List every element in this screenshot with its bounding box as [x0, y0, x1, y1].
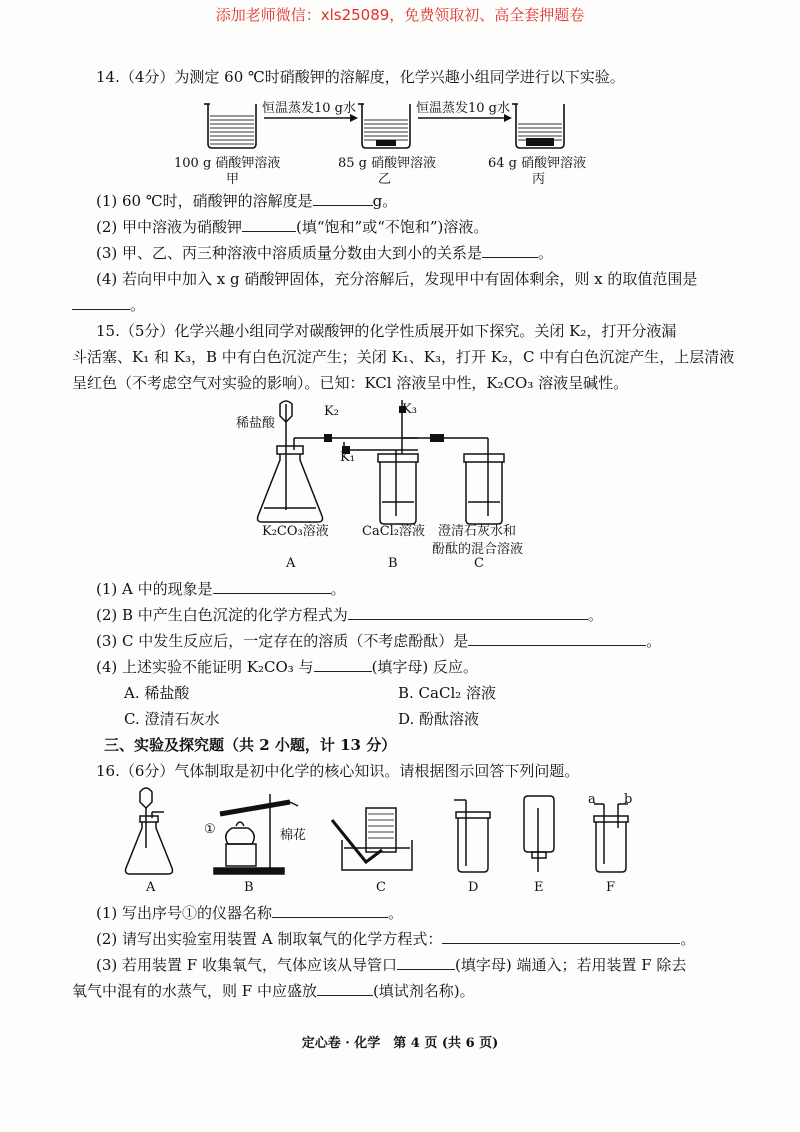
- q15-stem-1: 15.（5分）化学兴趣小组同学对碳酸钾的化学性质展开如下探究。关闭 K₂，打开分液漏: [96, 322, 677, 340]
- q14-stem: 14.（4分）为测定 60 ℃时硝酸钾的溶解度，化学兴趣小组同学进行以下实验。: [96, 68, 625, 86]
- beaker-yi-name: 乙: [378, 172, 392, 187]
- q16-stem: 16.（6分）气体制取是初中化学的核心知识。请根据图示回答下列问题。: [96, 762, 580, 780]
- beaker-yi-label: 85 g 硝酸钾溶液: [338, 156, 437, 171]
- label-cotton: 棉花: [280, 828, 307, 843]
- label-k1: K₁: [340, 450, 355, 465]
- device-name-b: B: [244, 880, 254, 895]
- q14-sub3: (3) 甲、乙、丙三种溶液中溶质质量分数由大到小的关系是 。: [96, 244, 554, 262]
- device-c: [332, 808, 412, 870]
- q15-option-d[interactable]: D. 酚酞溶液: [398, 710, 480, 728]
- q16-sub3-cont: 氧气中混有的水蒸气，则 F 中应盛放 (填试剂名称)。: [72, 982, 475, 1000]
- device-e: [524, 796, 554, 872]
- answer-blank[interactable]: [317, 981, 373, 996]
- label-tube-a: a: [588, 792, 596, 807]
- q15-option-a[interactable]: A. 稀盐酸: [124, 684, 190, 702]
- beaker-jia-name: 甲: [226, 172, 240, 187]
- label-b-solution: CaCl₂溶液: [362, 524, 426, 539]
- q15-sub1: (1) A 中的现象是 。: [96, 580, 346, 598]
- arrow-1-label: 恒温蒸发10 g水: [262, 101, 356, 116]
- label-circle-one: ①: [204, 822, 216, 837]
- answer-blank[interactable]: [314, 657, 372, 672]
- answer-blank[interactable]: [482, 243, 538, 258]
- answer-blank[interactable]: [468, 631, 646, 646]
- q14-sub1: (1) 60 ℃时，硝酸钾的溶解度是 g。: [96, 192, 398, 210]
- device-name-f: F: [606, 880, 616, 895]
- q15-stem-2: 斗活塞、K₁ 和 K₃，B 中有白色沉淀产生；关闭 K₁、K₃，打开 K₂，C 中有白色沉淀产生，上层清液: [72, 348, 735, 366]
- answer-blank[interactable]: [313, 191, 373, 206]
- valve-k2: [324, 434, 332, 442]
- page-footer: 定心卷 · 化学 第 4 页 (共 6 页): [301, 1036, 499, 1051]
- label-b: B: [388, 556, 398, 571]
- label-c-solution-2: 酚酞的混合溶液: [432, 542, 524, 557]
- beaker-yi: [358, 104, 410, 148]
- answer-blank[interactable]: [442, 929, 680, 944]
- q16-sub3: (3) 若用装置 F 收集氧气，气体应该从导管口 (填字母) 端通入；若用装置 F 除去: [96, 956, 687, 974]
- device-name-c: C: [376, 880, 386, 895]
- beaker-bing-label: 64 g 硝酸钾溶液: [488, 156, 587, 171]
- label-c: C: [474, 556, 484, 571]
- beaker-jia-label: 100 g 硝酸钾溶液: [174, 156, 281, 171]
- q15-stem-3: 呈红色（不考虑空气对实验的影响）。已知：KCl 溶液呈中性，K₂CO₃ 溶液呈碱性。: [72, 374, 629, 392]
- label-a-solution: K₂CO₃溶液: [262, 524, 329, 539]
- answer-blank[interactable]: [213, 579, 331, 594]
- device-name-a: A: [146, 880, 156, 895]
- q15-sub4: (4) 上述实验不能证明 K₂CO₃ 与 (填字母) 反应。: [96, 658, 479, 676]
- q16-apparatus-diagram: [120, 784, 640, 880]
- beaker-bing: [512, 104, 564, 148]
- label-tube-b: b: [624, 792, 633, 807]
- arrow-2-label: 恒温蒸发10 g水: [416, 101, 510, 116]
- q14-sub4: (4) 若向甲中加入 x g 硝酸钾固体，充分溶解后，发现甲中有固体剩余，则 x 的取值范围是: [96, 270, 698, 288]
- q15-option-c[interactable]: C. 澄清石灰水: [124, 710, 220, 728]
- q15-sub3: (3) C 中发生反应后，一定存在的溶质（不考虑酚酞）是 。: [96, 632, 662, 650]
- label-c-solution-1: 澄清石灰水和: [438, 524, 517, 539]
- q14-sub2: (2) 甲中溶液为硝酸钾 (填“饱和”或“不饱和”)溶液。: [96, 218, 489, 236]
- label-dilute-hcl: 稀盐酸: [236, 416, 276, 431]
- q15-apparatus-diagram: [250, 398, 550, 538]
- promo-banner: 添加老师微信：xls25089，免费领取初、高全套押题卷: [215, 6, 585, 24]
- q15-sub2: (2) B 中产生白色沉淀的化学方程式为 。: [96, 606, 603, 624]
- device-a: [126, 788, 173, 874]
- label-k3: K₃: [402, 402, 417, 417]
- device-f: [594, 804, 628, 872]
- q16-sub2: (2) 请写出实验室用装置 A 制取氧气的化学方程式： 。: [96, 930, 696, 948]
- answer-blank[interactable]: [242, 217, 296, 232]
- device-d: [454, 800, 490, 872]
- device-name-d: D: [468, 880, 479, 895]
- answer-blank[interactable]: [272, 903, 388, 918]
- label-a: A: [286, 556, 296, 571]
- section-3-heading: 三、实验及探究题（共 2 小题，计 13 分）: [104, 736, 397, 754]
- q14-sub4-blank: 。: [72, 294, 730, 316]
- device-name-e: E: [534, 880, 544, 895]
- answer-blank[interactable]: [72, 295, 130, 310]
- q15-option-b[interactable]: B. CaCl₂ 溶液: [398, 684, 497, 702]
- answer-blank[interactable]: [348, 605, 588, 620]
- bottle-c: [464, 438, 504, 524]
- answer-blank[interactable]: [397, 955, 455, 970]
- beaker-jia: [204, 104, 256, 148]
- beaker-bing-name: 丙: [532, 172, 546, 187]
- label-k2: K₂: [324, 404, 339, 419]
- q16-sub1: (1) 写出序号①的仪器名称 。: [96, 904, 404, 922]
